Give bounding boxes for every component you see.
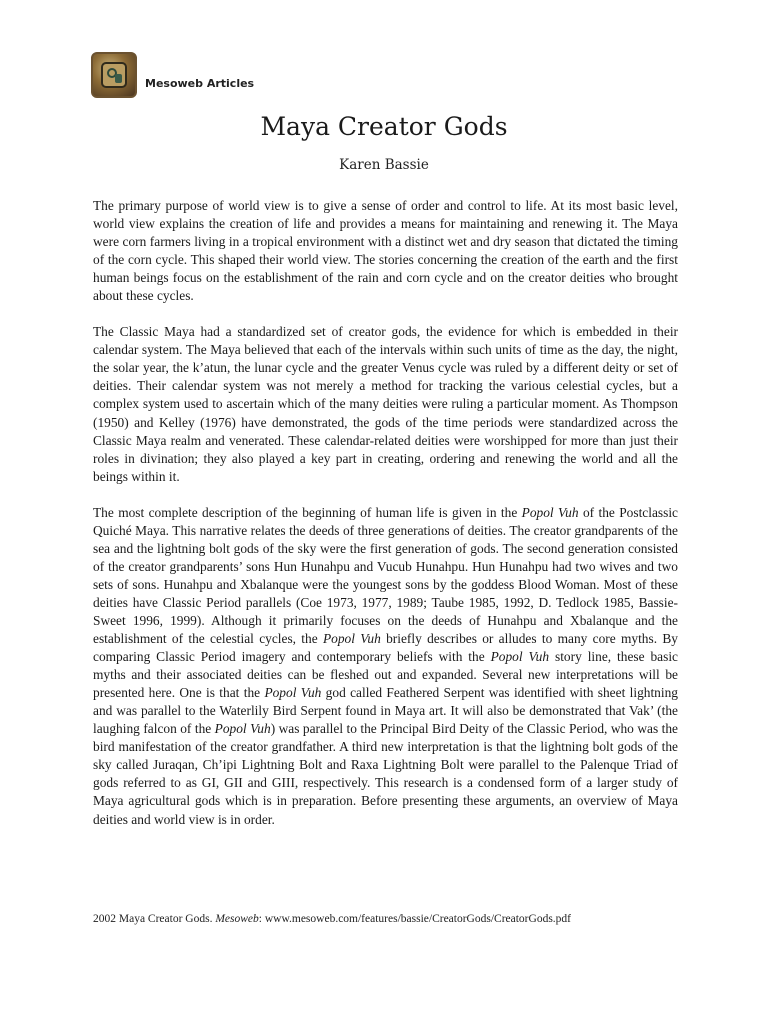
article-body <box>93 197 678 847</box>
text-run: god called Feathered Serpent was identified with sheet lightning and was parallel to the Waterlily Bird Serpent found in Maya art. It will also be demonstrated that Vak’ (the laughing falcon of the <box>93 685 678 737</box>
article-title: Maya Creator Gods <box>260 112 508 141</box>
text-run: The primary purpose of world view is to give a sense of order and control to life. At its most basic level, world view explains the creation of life and provides a means for maintaining and renewing it. The Maya were corn farmers living in a tropical environment with a distinct wet and dry season that dictated the timing of the corn cycle. This shaped their world view. The stories concerning the creation of the earth and the first human beings focus on the establishment of the rain and corn cycle and on the creator deities who brought about these cycles. <box>93 198 678 304</box>
text-run: of the Postclassic Quiché Maya. This narrative relates the deeds of three generations of deities. The creator grandparents of the sea and the lightning bolt gods of the sky were the first generation of gods. The second generation consisted of the creator grandparents’ sons Hun Hunahpu and Vucub Hunahpu. Hun Hunahpu had two wives and two sets of sons. Hunahpu and Xbalanque were the youngest sons by the goddess Blood Woman. Most of these deities have Classic Period parallels (Coe 1973, 1977, 1989; Taube 1985, 1992, D. Tedlock 1985, Bassie-Sweet 1996, 1999). Although it primarily focuses on the deeds of Hunahpu and Xbalanque and the establishment of the celestial cycles, the <box>93 504 678 647</box>
text-run: The most complete description of the beginning of human life is given in the <box>93 504 522 520</box>
header <box>91 52 254 98</box>
paragraph <box>93 504 678 829</box>
paragraph <box>93 323 678 485</box>
citation-url: : www.mesoweb.com/features/bassie/CreatorGods/CreatorGods.pdf <box>258 913 571 925</box>
article-author: Karen Bassie <box>339 157 429 173</box>
italic-title: Popol Vuh <box>521 504 579 520</box>
text-run: story line, these basic myths and their associated deities can be fleshed out and expanded. Several new interpretations will be presented here. One is that the <box>93 649 678 701</box>
italic-title: Popol Vuh <box>490 649 550 665</box>
italic-title: Popol Vuh <box>264 685 322 701</box>
paragraph <box>93 197 678 305</box>
text-run: ) was parallel to the Principal Bird Deity of the Classic Period, who was the bird manifestation of the creator grandfather. A third new interpretation is that the lightning bolt gods of the sky called Juraqan, Ch’ipi Lightning Bolt and Raxa Lightning Bolt were parallel to the Palenque Triad of gods referred to as GI, GII and GIII, respectively. This research is a condensed form of a larger study of Maya agricultural gods which is in preparation. Before presenting these arguments, an overview of Maya deities and world view is in order. <box>93 721 678 827</box>
text-run: briefly describes or alludes to many core myths. By comparing Classic Period imagery and contemporary beliefs with the <box>93 631 678 665</box>
citation-journal: Mesoweb <box>215 913 259 925</box>
mesoweb-logo-icon <box>91 52 137 98</box>
citation-footer <box>93 913 571 925</box>
italic-title: Popol Vuh <box>214 721 271 737</box>
series-name: Mesoweb Articles <box>145 76 255 90</box>
citation-prefix: 2002 Maya Creator Gods. <box>93 913 216 925</box>
text-run: The Classic Maya had a standardized set of creator gods, the evidence for which is embedded in their calendar system. The Maya believed that each of the intervals within such units of time as the day, the night, the solar year, the k’atun, the lunar cycle and the greater Venus cycle was ruled by a different deity or set of deities. Their calendar system was not merely a method for tracking the various celestial cycles, but a complex system used to ascertain which of the many deities were ruling a particular moment. As Thompson (1950) and Kelley (1976) have demonstrated, the gods of the time periods were standardized across the Classic Maya realm and venerated. These calendar-related deities were worshipped for more than just their roles in divination; they also played a key part in creating, ordering and renewing the world and all the beings within it. <box>93 324 678 484</box>
italic-title: Popol Vuh <box>322 631 381 647</box>
